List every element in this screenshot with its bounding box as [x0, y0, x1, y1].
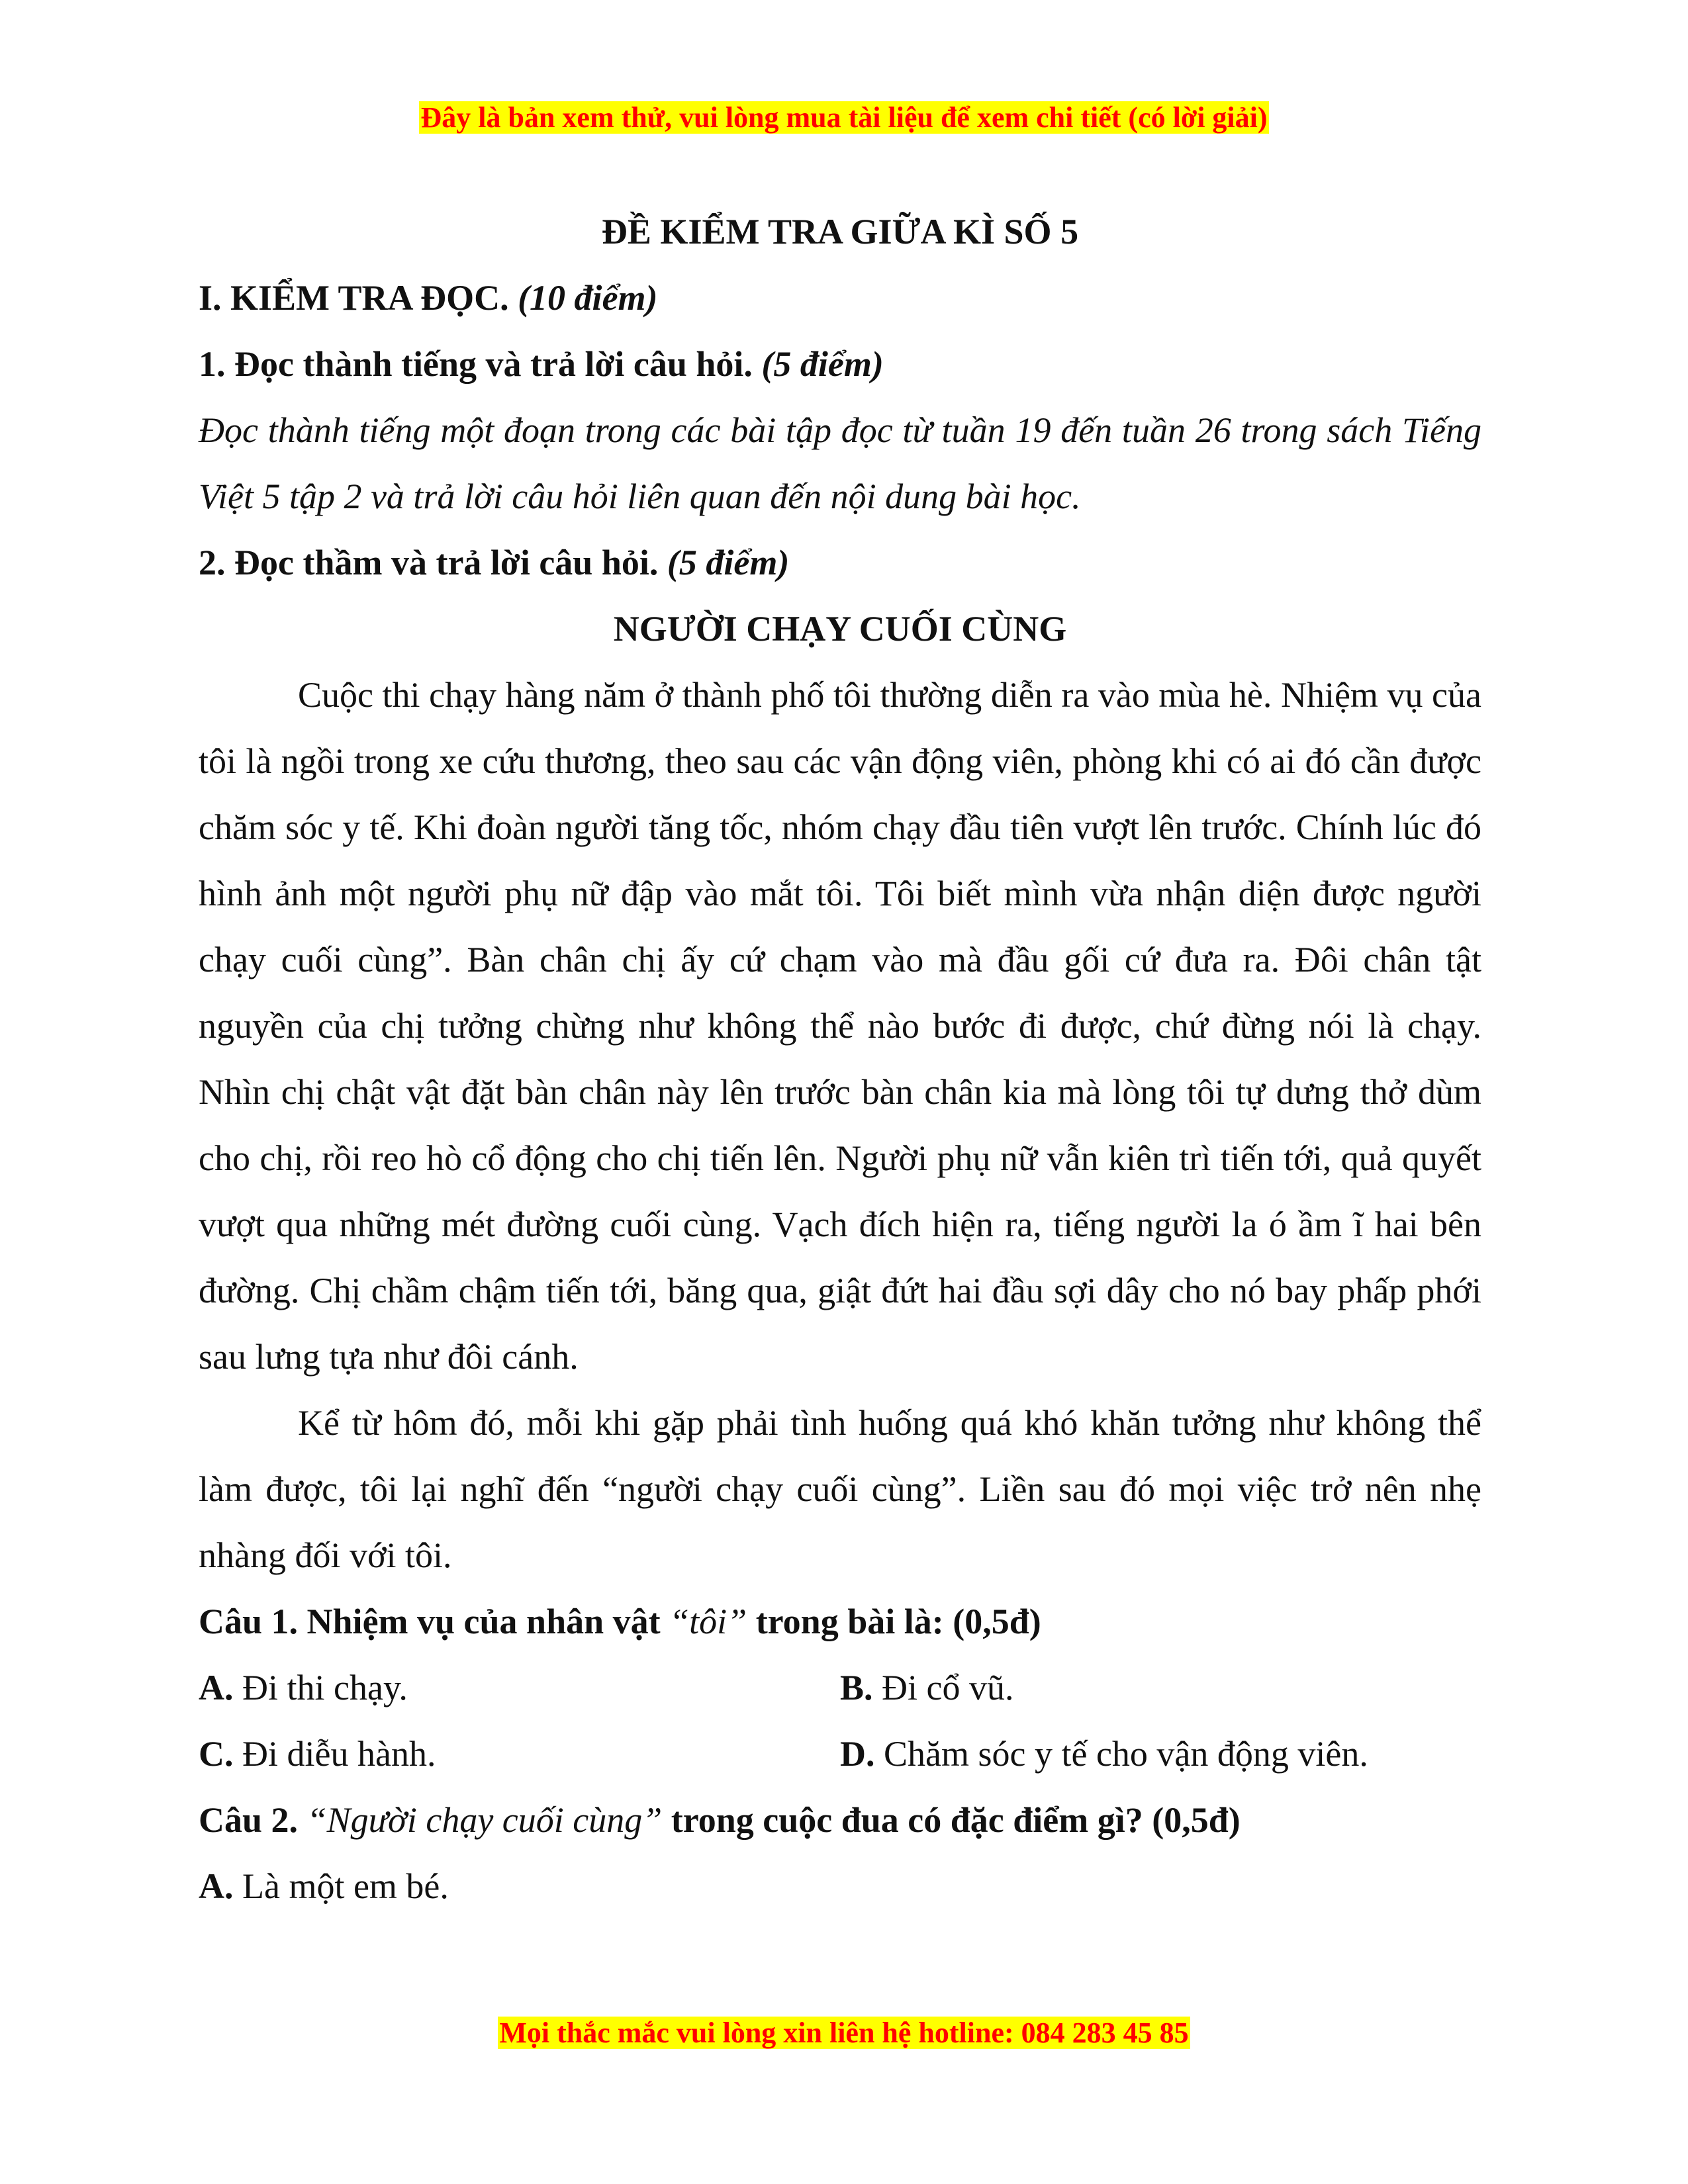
- question-1: [199, 1588, 1481, 1655]
- story-paragraph-2: Kể từ hôm đó, mỗi khi gặp phải tình huống quá khó khăn tưởng như không thể làm được, tôi lại nghĩ đến “người chạy cuối cùng”. Liền sau đó mọi việc trở nên nhẹ nhàng đối với tôi.: [199, 1403, 1481, 1575]
- question-1-options-row-1: [199, 1655, 1481, 1721]
- question-2-options-row-1: [199, 1853, 1481, 1919]
- question-1-text-end: trong bài là: (0,5đ): [755, 1602, 1041, 1641]
- question-1-options-row-2: [199, 1721, 1481, 1787]
- part1-heading: [199, 331, 1481, 397]
- question-2: [199, 1787, 1481, 1853]
- part2-heading: [199, 529, 1481, 596]
- hotline-notice-text: Mọi thắc mắc vui lòng xin liên hệ hotline: 084 283 45 85: [499, 2017, 1189, 2049]
- preview-notice-text: Đây là bản xem thử, vui lòng mua tài liệu để xem chi tiết (có lời giải): [420, 101, 1268, 134]
- part1-points: (5 điểm): [761, 344, 884, 384]
- question-2-label: Câu 2.: [199, 1800, 299, 1840]
- option-a: A. Đi thi chạy.: [199, 1668, 408, 1707]
- question-2-quote: “Người chạy cuối cùng”: [306, 1800, 663, 1840]
- question-1-label: Câu 1.: [199, 1602, 299, 1641]
- question-2-text-end: trong cuộc đua có đặc điểm gì? (0,5đ): [671, 1800, 1241, 1840]
- option-b: B. Đi cổ vũ.: [840, 1668, 1014, 1707]
- question-1-quote: “tôi”: [669, 1602, 747, 1641]
- part1-label: 1. Đọc thành tiếng và trả lời câu hỏi.: [199, 344, 753, 384]
- option-a: A. Là một em bé.: [199, 1866, 449, 1906]
- section-points: (10 điểm): [518, 278, 658, 318]
- section-heading: [199, 265, 1481, 331]
- option-d: D. Chăm sóc y tế cho vận động viên.: [840, 1734, 1368, 1774]
- option-c: C. Đi diễu hành.: [199, 1734, 436, 1774]
- section-label: I. KIỂM TRA ĐỌC.: [199, 278, 509, 318]
- document-body: [199, 199, 1481, 1919]
- hotline-notice-banner: [0, 2015, 1688, 2052]
- story-paragraph-1: Cuộc thi chạy hàng năm ở thành phố tôi thường diễn ra vào mùa hè. Nhiệm vụ của tôi là ngồi trong xe cứu thương, theo sau các vận động viên, phòng khi có ai đó cần được chăm sóc y tế. Khi đoàn người tăng tốc, nhóm chạy đầu tiên vượt lên trước. Chính lúc đó hình ảnh một người phụ nữ đập vào mắt tôi. Tôi biết mình vừa nhận diện được người chạy cuối cùng”. Bàn chân chị ấy cứ chạm vào mà đầu gối cứ đưa ra. Đôi chân tật nguyền của chị tưởng chừng như không thể nào bước đi được, chứ đừng nói là chạy. Nhìn chị chật vật đặt bàn chân này lên trước bàn chân kia mà lòng tôi tự dưng thở dùm cho chị, rồi reo hò cổ động cho chị tiến lên. Người phụ nữ vẫn kiên trì tiến tới, quả quyết vượt qua những mét đường cuối cùng. Vạch đích hiện ra, tiếng người la ó ầm ĩ hai bên đường. Chị chầm chậm tiến tới, băng qua, giật đứt hai đầu sợi dây cho nó bay phấp phới sau lưng tựa như đôi cánh.: [199, 675, 1481, 1377]
- exam-title: ĐỀ KIỂM TRA GIỮA KÌ SỐ 5: [601, 212, 1079, 251]
- question-1-text: Nhiệm vụ của nhân vật: [306, 1602, 661, 1641]
- part1-instruction: Đọc thành tiếng một đoạn trong các bài tập đọc từ tuần 19 đến tuần 26 trong sách Tiếng Việt 5 tập 2 và trả lời câu hỏi liên quan đến nội dung bài học.: [199, 410, 1481, 516]
- part2-points: (5 điểm): [667, 543, 790, 582]
- part2-label: 2. Đọc thầm và trả lời câu hỏi.: [199, 543, 659, 582]
- preview-notice-banner: [0, 99, 1688, 136]
- story-title: NGƯỜI CHẠY CUỐI CÙNG: [613, 609, 1067, 649]
